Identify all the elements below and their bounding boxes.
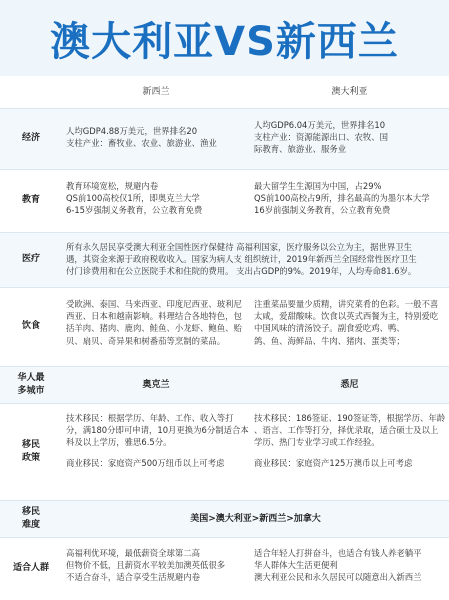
food-au-line: 太咸，爱甜酸味。饮食以英式西餐为主，特别爱吃 [254, 311, 439, 322]
food-nz-line: 受欧洲、泰国、马来西亚、印度尼西亚、玻利尼 [66, 299, 242, 309]
row-education [0, 170, 449, 232]
label-difficulty [0, 501, 62, 537]
title-banner [0, 0, 449, 76]
education-nz [62, 170, 250, 232]
label-audience: 适合人群 [12, 563, 49, 574]
difficulty-text: 美国>澳大利亚>新西兰>加拿大 [190, 513, 321, 524]
economy-au-line: 支柱产业：资源能源出口、农牧、国际教育、旅游业、服务业 [254, 132, 388, 155]
label-city-line: 华人最 [17, 372, 45, 383]
header-row [0, 76, 449, 108]
education-au [250, 170, 449, 232]
policy-nz-line: 商业移民：家庭资产500万纽币以上可考虑 [66, 457, 225, 468]
economy-nz-line: 支柱产业：畜牧业、农业、旅游业、渔业 [66, 138, 217, 149]
food-au-line: 中国风味的清汤饺子。副食爱吃鸡、鸭、 [254, 323, 405, 334]
label-city [0, 367, 62, 403]
label-policy [0, 404, 62, 500]
label-policy-line: 政策 [21, 453, 40, 463]
header-empty-cell [0, 76, 62, 108]
label-difficulty-line: 移民 [21, 506, 40, 517]
policy-au-line: 、语言、工作等打分，择优录取，适合硕士及以上 [254, 425, 439, 436]
label-difficulty-line: 难度 [21, 520, 40, 530]
food-au [250, 288, 449, 366]
policy-au-line: 学历、热门专业学习或工作经验。 [254, 437, 380, 448]
audience-nz-line: 不适合奋斗，适合享受生活规避内卷 [66, 572, 200, 583]
food-nz-line: 西亚、日本和越南影响。料理结合各地特色，包 [66, 311, 242, 322]
policy-nz-line: 分，满180分即可申请，10月更换为6分制适合本 [66, 425, 249, 436]
label-education: 教育 [21, 195, 40, 206]
audience-au-line: 澳大利亚公民和永久居民可以随意出入新西兰 [254, 572, 422, 583]
audience-au [250, 538, 449, 600]
education-au-line: QS前100高校占9所，排名最高的为墨尔本大学 [254, 193, 430, 204]
row-policy [0, 404, 449, 500]
page-title: 澳大利亚VS新西兰 [50, 18, 399, 65]
audience-nz-line: 但物价不低，且薪资水平较美加澳英低很多 [66, 560, 226, 571]
food-au-line: 注重菜品要量少质精，讲究菜肴的色彩。一般不喜 [254, 299, 439, 309]
policy-au [250, 404, 449, 500]
row-medical [0, 233, 449, 287]
row-economy [0, 109, 449, 169]
row-difficulty [0, 501, 449, 537]
audience-au-line: 华人群体大生活更便利 [254, 560, 338, 571]
education-nz-line: 6-15岁强制义务教育，公立教育免费 [66, 205, 203, 216]
label-city-line: 多城市 [17, 386, 45, 396]
audience-au-line: 适合年轻人打拼奋斗，也适合有钱人养老躺平 [254, 548, 422, 558]
row-city [0, 367, 449, 403]
header-australia: 澳大利亚 [331, 86, 368, 97]
policy-au-line: 商业移民：家庭资产125万澳币以上可考虑 [254, 457, 413, 468]
education-au-line: 16岁前强制义务教育，公立教育免费 [254, 205, 391, 216]
policy-nz-line: 科及以上学历，雅思6.5分。 [66, 437, 172, 448]
medical-text [62, 233, 449, 287]
policy-au-line: 技术移民：186签证、190签证等，根据学历、年龄 [254, 413, 446, 423]
policy-gap [254, 449, 445, 457]
education-nz-line: QS前100高校仅1所，即奥克兰大学 [66, 193, 200, 204]
audience-nz-line: 高福利优环境，最低薪资全球第二高 [66, 548, 200, 558]
food-au-line: 鸽、鱼、海鲜品、牛肉、猪肉、蛋类等； [254, 335, 405, 346]
label-economy: 经济 [21, 133, 40, 144]
city-au: 悉尼 [340, 379, 359, 390]
food-nz [62, 288, 250, 366]
row-audience [0, 538, 449, 600]
label-medical: 医疗 [21, 254, 40, 265]
header-new-zealand: 新西兰 [142, 86, 170, 97]
label-food: 饮食 [21, 321, 40, 332]
city-nz: 奥克兰 [142, 379, 170, 390]
education-nz-line: 教育环境宽松，规避内卷 [66, 181, 159, 191]
policy-gap [66, 449, 246, 457]
audience-nz [62, 538, 250, 600]
policy-nz [62, 404, 250, 500]
policy-nz-line: 技术移民：根据学历、年龄、工作、收入等打 [66, 413, 234, 423]
row-food [0, 288, 449, 366]
label-policy-line: 移民 [21, 439, 40, 450]
economy-au [250, 109, 449, 169]
economy-nz [62, 109, 250, 169]
medical-line: 遇，其资金来源于政府税收收入。国家为病人支 组织统计，2019年新西兰全国经常性医疗卫生 [66, 254, 417, 265]
economy-au-line: 人均GDP6.04万美元，世界排名10 [254, 120, 386, 130]
medical-line: 付门诊费用和在公立医院手术和住院的费用。 支出占GDP的9%。2019年，人均寿命81.6岁。 [66, 266, 417, 277]
medical-line: 所有永久居民享受澳大利亚全国性医疗保健待 高福利国家，医疗服务以公立为主，据世界卫生 [66, 242, 413, 252]
economy-nz-line: 人均GDP4.88万美元，世界排名20 [66, 126, 198, 136]
food-nz-line: 括羊肉、猪肉、鹿肉、鲑鱼、小龙虾、鲍鱼、贻 [66, 323, 242, 334]
education-au-line: 最大留学生生源国为中国，占29% [254, 181, 382, 191]
food-nz-line: 贝、扇贝、奇异果和树番茄等烹制的菜品。 [66, 335, 226, 346]
